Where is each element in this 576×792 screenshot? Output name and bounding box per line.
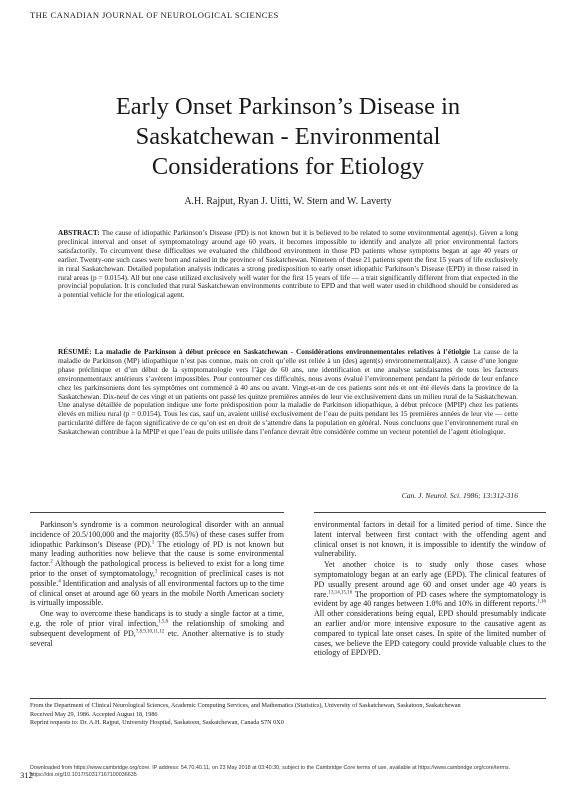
paragraph: One way to overcome these handicaps is to study a single factor at a time, e.g. the role of prior viral infection,$^{1,5,6}$ the relationship of smoking and subsequent development of PD,$^{7,8,9,10,11,12}$ etc. Another alternative is to study several bbox=[30, 609, 285, 648]
download-notice: Downloaded from https://www.cambridge.org/core. IP address: 54.70.40.11, on 23 May 2018 at 03:40:30, subject to the Cambridge Core terms of use, available at https://www.cambridge.org/core/terms. https://doi.org/10.1017/S0317167100036635 bbox=[30, 765, 511, 779]
citation: Can. J. Neurol. Sci. 1986; 13:312-316 bbox=[401, 491, 518, 500]
paragraph: Yet another choice is to study only those cases whose symptomatology began at an early age (EPD). The clinical features of PD usually present around age 60 and onset under age 40 years is rare.$^{13,14,15,16}$ The proportion of PD cases where the symptomatology is evident by age 40 ranges between 1.0% and 10% in different reports.$^{1,16}$ All other considerations being equal, EPD should presumably indicate an earlier and/or more intensive exposure to the causative agent as compared to typical late onset cases. In spite of the limited number of cases, we believe the EPD category could provide valuable clues to the etiology of EPD/PD. bbox=[314, 560, 546, 658]
footnote: From the Department of Clinical Neurological Sciences, Academic Computing Services, and Mathematics (Statistics), University of Saskatchewan, Saskatoon, Saskatchewan bbox=[30, 702, 461, 709]
resume-heading: RÉSUMÉ: La maladie de Parkinson à début précoce en Saskatchewan - Considérations environnementales relatives à l’étiolgie bbox=[58, 347, 471, 356]
resume bbox=[58, 348, 518, 437]
footnote: Reprint requests to: Dr. A.H. Rajput, University Hospital, Saskatoon, Saskatchewan, Canada S7N 0X0 bbox=[30, 719, 284, 727]
abstract-text: The cause of idiopathic Parkinson’s Disease (PD) is not known but it is believed to be related to some environmental agent(s). Given a long preclinical interval and onset of symptomatology around age 60 years, it becomes impossible to identify and analyze all prior environmental factors satisfactorily. To circumvent these difficulties we evaluated the childhood environment in those PD patients whose symptoms began at age 40 years or earlier. Twenty-one such cases were born and raised in the province of Saskatchewan. Nineteen of these 21 patients spent the first 15 years of life exclusively in rural Saskatchewan. Detailed population analysis indicates a strong predisposition to early onset idiopathic Parkinson’s Disease (EPD) in those raised in rural areas (p = 0.0154). All but one case utilized exclusively well water for the first 15 years of life — a trait significantly different from that expected in the provincial population. It is concluded that rural Saskatchewan environments contribute to EPD and that well water used in childhood should be considered as a potential vehicle for the etiological agent. bbox=[58, 228, 518, 300]
journal-header: THE CANADIAN JOURNAL OF NEUROLOGICAL SCIENCES bbox=[30, 10, 279, 20]
page-number: 312 bbox=[20, 770, 33, 780]
footnote-divider bbox=[30, 698, 546, 699]
title-line: Considerations for Etiology bbox=[151, 153, 425, 180]
paragraph: Parkinson’s syndrome is a common neurological disorder with an annual incidence of 20.5/100,000 and the majority (85.5%) of these cases suffer from idiopathic Parkinson’s Disease (PD).$^1$ The etiology of PD is not known but many leading authorities now believe that the cause is some environmental factor.$^2$ Although the pathological process is believed to exist for a long time prior to the onset of symptomatology,$^3$ recognition of preclinical cases is not possible.$^4$ Identification and analysis of all environmental factors up to the time of clinical onset at around age 60 years in the mobile North American society is virtually impossible. bbox=[30, 520, 285, 608]
paragraph: environmental factors in detail for a limited period of time. Since the latent interval between first contact with the offending agent and clinical onset is not known, it is impossible to identify the window of vulnerability. bbox=[314, 520, 546, 559]
body-column-left bbox=[30, 520, 284, 648]
section-divider bbox=[30, 512, 284, 513]
abstract-heading: ABSTRACT: bbox=[58, 228, 100, 237]
footnote: Received May 29, 1986. Accepted August 18, 1986 bbox=[30, 710, 158, 718]
title-line: Early Onset Parkinson’s Disease in bbox=[115, 93, 461, 120]
abstract bbox=[58, 229, 518, 300]
authors: A.H. Rajput, Ryan J. Uitti, W. Stern and W. Laverty bbox=[184, 196, 392, 207]
article-title bbox=[0, 92, 576, 182]
title-line: Saskatchewan - Environmental bbox=[135, 123, 441, 150]
resume-text: La cause de la maladie de Parkinson (MP) idiopathique n’est pas connue, mais on croit qu’elle est reliée à un (des) agent(s) environnemental(aux). A cause d’une longue phase préclinique et d’un début de la symptomatologie vers l’âge de 60 ans, une identification et une analyse satisfaisantes de tous les facteurs environnementaux antérieurs s’avèrent impossibles. Pour contourner ces difficultés, nous avons évalué l’environnement pendant la période de leur enfance chez les parkinsoniens dont les symptômes ont commencé à 40 ans ou avant. Vingt-et-un de ces patients sont nés et ont été élevés dans la province de la Saskatchewan. Dix-neuf de ces vingt et un patients ont passé les quinze premières années de leur vie exclusivement dans un milieu rural de la Saskatchewan. Une analyse détaillée de population indique une forte prédisposition pour la maladie de Parkinson idiopathique, à début précoce (MPIP) chez les patients élevés en milieu rural (p = 0.0154). Tous les cas, sauf un, avaient utilisé exclusivement de l’eau de puits pendant les 15 premières années de leur vie — cette particularité diffère de façon significative de ce qu’on est en droit de s’attendre dans la population en général. Nous concluons que l’environnement rural en Saskatchewan contribue à la MPIP et que l’eau de puits utilisée dans l’enfance devrait être considérée comme un vecteur potentiel de l’agent étiologique. bbox=[58, 347, 519, 437]
section-divider bbox=[314, 512, 546, 513]
footnotes bbox=[30, 702, 546, 728]
body-column-right bbox=[314, 520, 546, 658]
